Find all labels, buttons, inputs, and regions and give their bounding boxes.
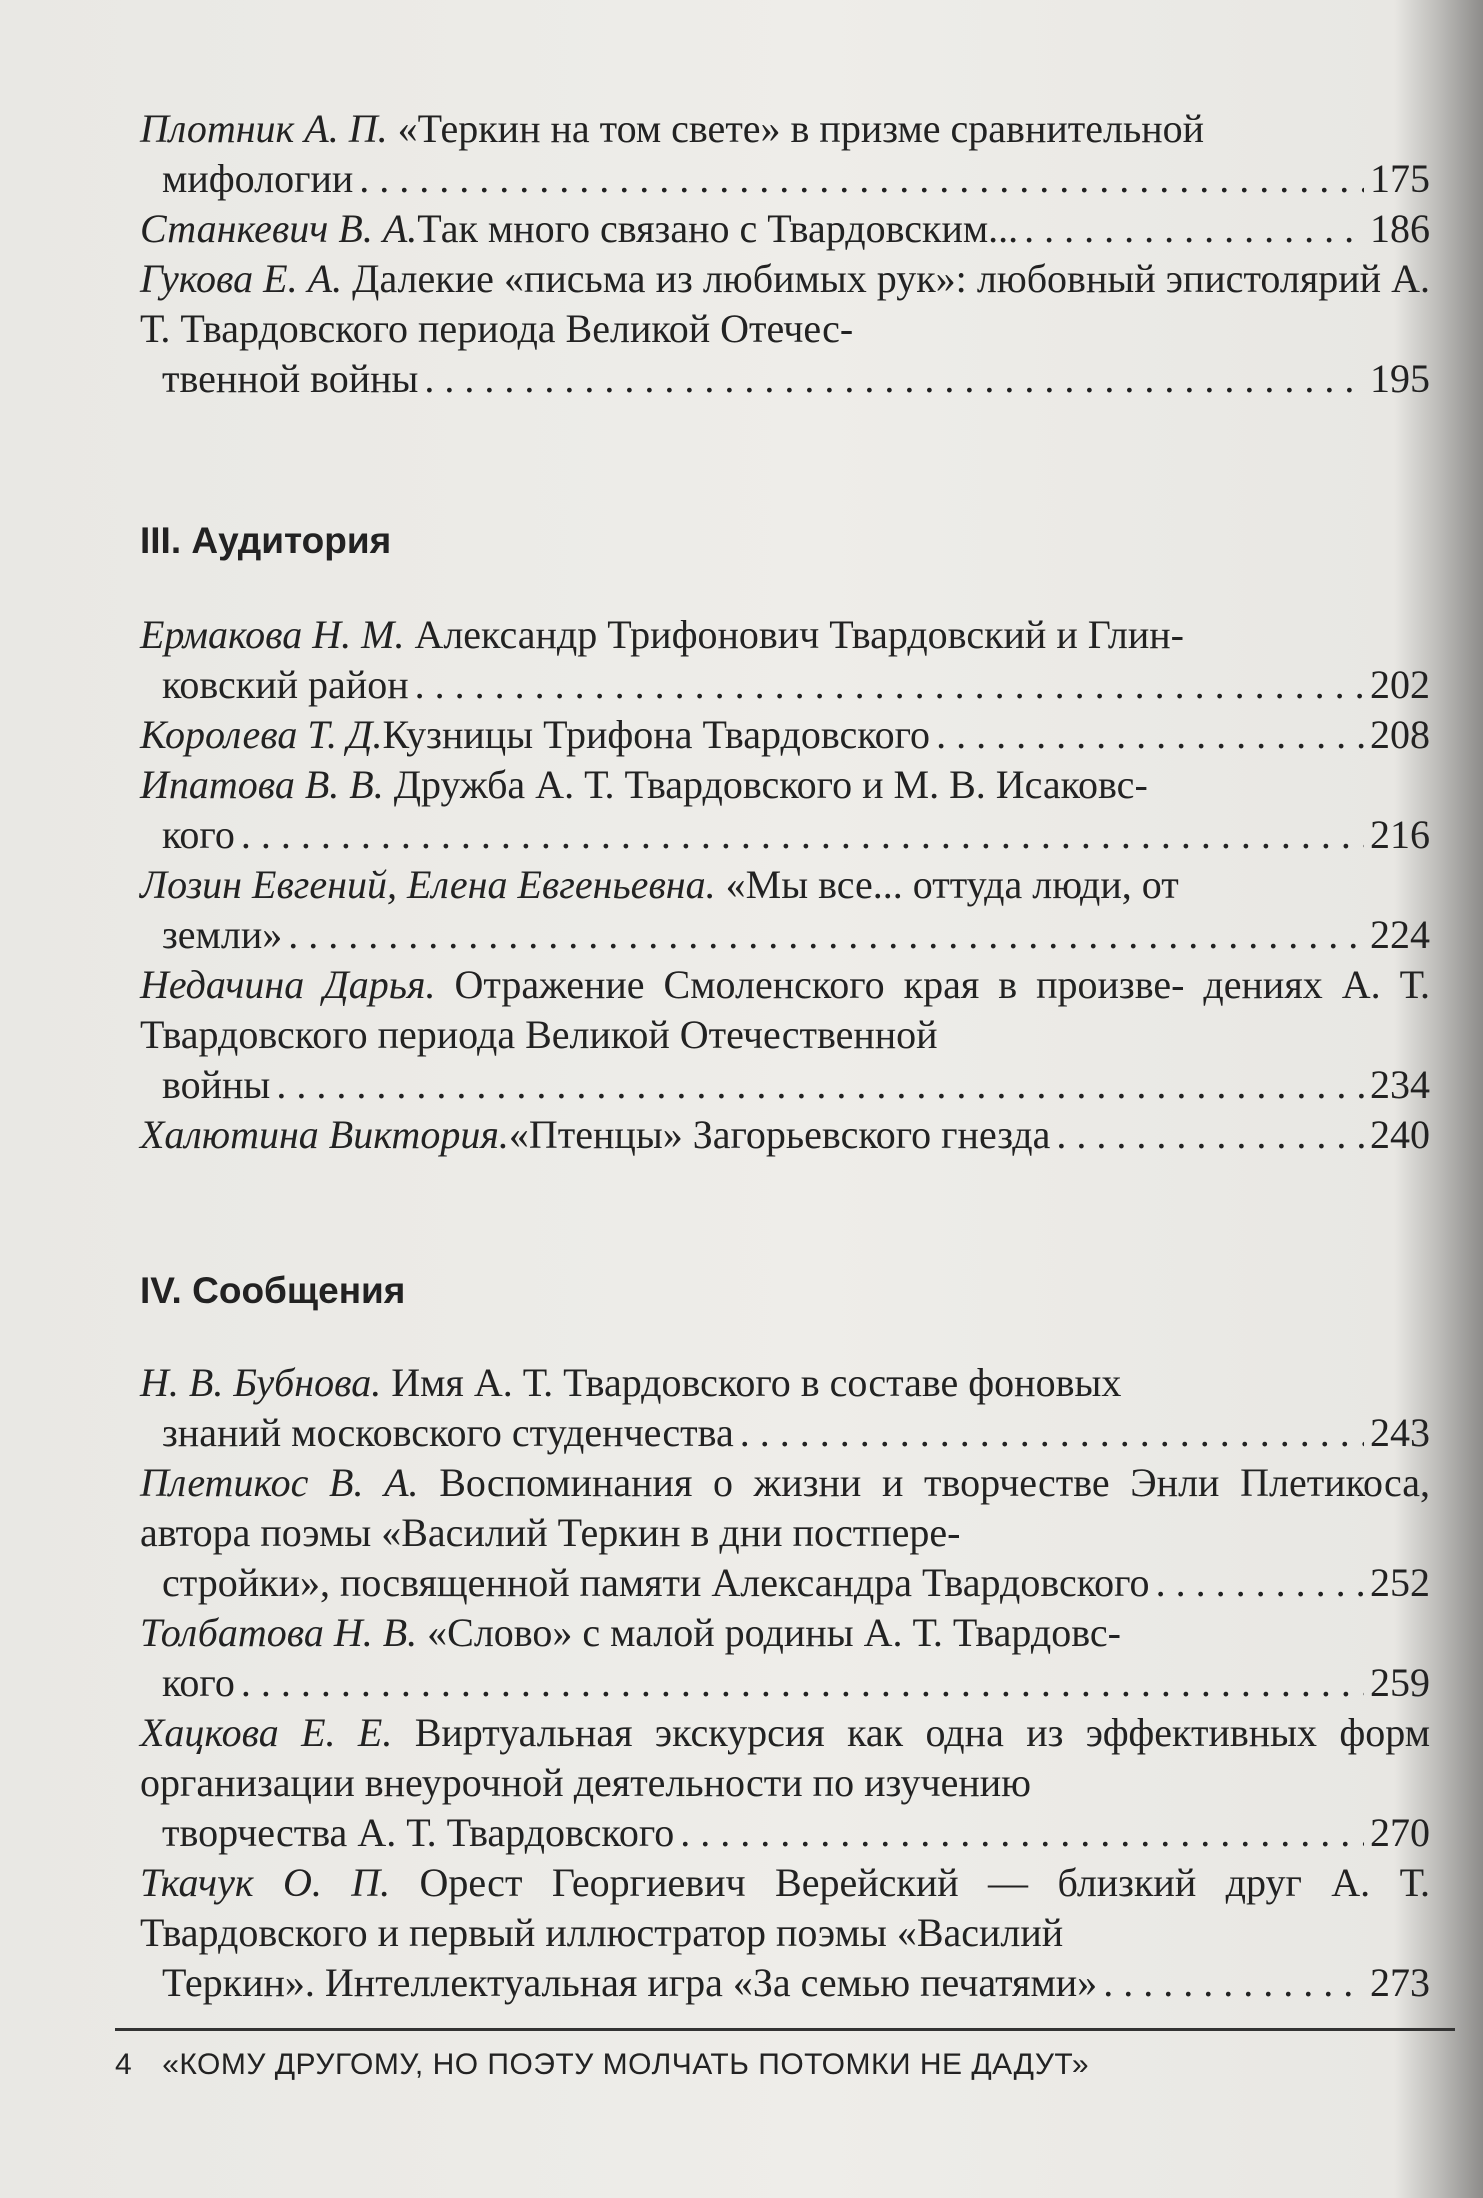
entry-title: Александр Трифонович Твардовский и Глин-	[404, 612, 1184, 657]
entry-title: «Теркин на том свете» в призме сравнительной	[387, 106, 1205, 151]
entry-title-end: твенной войны	[162, 356, 419, 401]
entry-title-end: войны	[162, 1062, 271, 1107]
toc-entry	[140, 710, 1430, 760]
entry-author: Н. В. Бубнова.	[140, 1360, 382, 1405]
toc-entry-last-line	[162, 910, 1430, 960]
entry-title: «Мы все... оттуда люди, от	[715, 862, 1179, 907]
entry-title: «Слово» с малой родины А. Т. Твардовс-	[417, 1610, 1121, 1655]
entry-author: Толбатова Н. В.	[140, 1610, 418, 1655]
dot-leader	[276, 1060, 1364, 1110]
entry-title-end: творчества А. Т. Твардовского	[162, 1810, 675, 1855]
toc-entry	[140, 1458, 1430, 1558]
toc-entry-last-line	[162, 810, 1430, 860]
entry-author: Плетикос В. А.	[140, 1460, 419, 1505]
toc-entry	[140, 1110, 1430, 1160]
toc-entry	[140, 860, 1430, 910]
entry-title-end: стройки», посвященной памяти Александра Твардовского	[162, 1560, 1150, 1605]
page-number: 270	[1370, 1810, 1430, 1855]
toc-entry	[140, 1858, 1430, 1958]
toc-entry	[140, 960, 1430, 1060]
dot-leader	[415, 660, 1364, 710]
entry-title-end: Кузницы Трифона Твардовского	[382, 712, 931, 757]
toc-entry-last-line	[162, 1958, 1430, 2008]
entry-author: Станкевич В. А.	[140, 206, 418, 251]
toc-entry-last-line	[162, 1558, 1430, 1608]
page-number: 202	[1370, 662, 1430, 707]
dot-leader	[241, 1658, 1364, 1708]
entry-title: Виртуальная экскурсия как одна из эффективных форм организации внеурочной деятельности по изучению	[140, 1710, 1431, 1805]
toc-entry	[140, 204, 1430, 254]
entry-title: Отражение Смоленского края в произве- дениях А. Т. Твардовского периода Великой Отечественной	[140, 962, 1430, 1057]
page-number: 208	[1370, 712, 1430, 757]
page-footer	[115, 2048, 1089, 2082]
entry-title: Далекие «письма из любимых рук»: любовный эпистолярий А. Т. Твардовского периода Великой Отечес-	[140, 256, 1430, 351]
dot-leader	[241, 810, 1364, 860]
page-number: 252	[1370, 1560, 1430, 1605]
entry-title: Имя А. Т. Твардовского в составе фоновых	[381, 1360, 1122, 1405]
toc-entry	[140, 610, 1430, 660]
entry-author: Ипатова В. В.	[140, 762, 384, 807]
toc-entry-last-line	[162, 1808, 1430, 1858]
entry-title: Воспоминания о жизни и творчестве Энли Плетикоса, автора поэмы «Василий Теркин в дни постпере-	[140, 1460, 1430, 1555]
entry-author: Ткачук О. П.	[140, 1860, 391, 1905]
entry-title-end: кого	[162, 812, 235, 857]
entry-author: Хацкова Е. Е.	[140, 1710, 393, 1755]
page-number: 240	[1370, 1112, 1430, 1157]
entry-title: Орест Георгиевич Верейский — близкий друг А. Т. Твардовского и первый иллюстратор поэмы «Василий	[140, 1860, 1431, 1955]
entry-title-end: ковский район	[162, 662, 409, 707]
toc-entry-last-line	[162, 154, 1430, 204]
dot-leader	[1024, 204, 1364, 254]
toc-entry-last-line	[162, 1658, 1430, 1708]
entry-author: Ермакова Н. М.	[140, 612, 405, 657]
entry-title-end: знаний московского студенчества	[162, 1410, 734, 1455]
page-number: 175	[1370, 156, 1430, 201]
page-number: 195	[1370, 356, 1430, 401]
entry-title-end: кого	[162, 1660, 235, 1705]
dot-leader	[1056, 1110, 1364, 1160]
entry-title-end: земли»	[162, 912, 283, 957]
toc-entry	[140, 760, 1430, 810]
toc-entry	[140, 254, 1430, 354]
toc-entry	[140, 1358, 1430, 1408]
entry-author: Гукова Е. А.	[140, 256, 343, 301]
entry-author: Халютина Виктория.	[140, 1112, 509, 1157]
page-number: 234	[1370, 1062, 1430, 1107]
entry-author: Лозин Евгений, Елена Евгеньевна.	[140, 862, 716, 907]
toc-entry-last-line	[162, 1060, 1430, 1110]
entry-author: Плотник А. П.	[140, 106, 388, 151]
page-number: 186	[1370, 206, 1430, 251]
entry-title-end: Теркин». Интеллектуальная игра «За семью печатями»	[162, 1960, 1098, 2005]
toc-entry	[140, 104, 1430, 154]
entry-title-end: «Птенцы» Загорьевского гнезда	[508, 1112, 1051, 1157]
footer-page-number: 4	[115, 2048, 133, 2081]
toc-entry-last-line	[162, 1408, 1430, 1458]
entry-author: Королева Т. Д.	[140, 712, 383, 757]
toc-entry-last-line	[162, 354, 1430, 404]
entry-author: Недачина Дарья.	[140, 962, 436, 1007]
dot-leader	[740, 1408, 1364, 1458]
page-number: 224	[1370, 912, 1430, 957]
entry-title: Дружба А. Т. Твардовского и М. В. Исаковс-	[383, 762, 1148, 807]
footer-rule	[115, 2028, 1455, 2031]
dot-leader	[1156, 1558, 1364, 1608]
entry-title-end: Так много связано с Твардовским...	[417, 206, 1019, 251]
dot-leader	[936, 710, 1364, 760]
page-number: 216	[1370, 812, 1430, 857]
toc-entry	[140, 1608, 1430, 1658]
page-number: 259	[1370, 1660, 1430, 1705]
dot-leader	[359, 154, 1364, 204]
page-number: 273	[1370, 1960, 1430, 2005]
toc-entry	[140, 1708, 1430, 1808]
dot-leader	[424, 354, 1364, 404]
dot-leader	[288, 910, 1364, 960]
dot-leader	[1103, 1958, 1364, 2008]
entry-title-end: мифологии	[162, 156, 354, 201]
running-title: «КОМУ ДРУГОМУ, НО ПОЭТУ МОЛЧАТЬ ПОТОМКИ НЕ ДАДУТ»	[162, 2048, 1090, 2081]
section-heading: IV. Сообщения	[140, 1270, 406, 1311]
section-heading: III. Аудитория	[140, 520, 392, 561]
page-number: 243	[1370, 1410, 1430, 1455]
dot-leader	[680, 1808, 1364, 1858]
toc-entry-last-line	[162, 660, 1430, 710]
